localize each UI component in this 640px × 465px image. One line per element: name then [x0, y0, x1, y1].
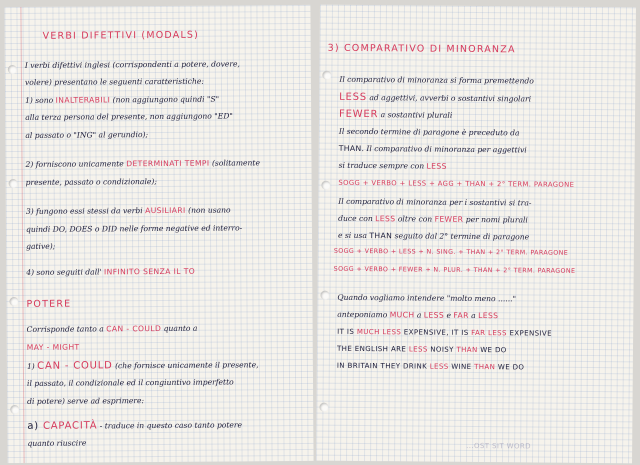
right-notebook-page — [316, 5, 636, 464]
highlight-term: LESS — [426, 161, 447, 171]
highlight-term: MAY - MIGHT — [26, 342, 80, 352]
text-line: Corrisponde tanto a CAN - COULD quanto a — [26, 323, 198, 334]
text-line: quanto riuscire — [27, 438, 87, 448]
text-line: 2) forniscono unicamente DETERMINATI TEMPI (solitamente — [25, 158, 260, 169]
highlight-term: FEWER — [434, 214, 464, 224]
text-line: Il comparativo di minoranza per i sostantivi si tra- — [338, 196, 532, 208]
highlight-term: FAR — [453, 310, 469, 320]
formula-line: SOGG + VERBO + FEWER + N. PLUR. + THAN + 2° TERM. PARAGONE — [333, 265, 576, 275]
punch-hole — [321, 181, 330, 190]
example-sentence: THE ENGLISH ARE LESS NOISY THAN WE DO — [336, 344, 507, 355]
punch-hole — [9, 297, 18, 306]
highlight-term: LESS — [339, 91, 368, 104]
highlight-term: CAN - COULD — [37, 360, 113, 372]
left-notebook-page — [4, 5, 313, 463]
text-line: presente, passato o condizionale); — [25, 177, 157, 187]
highlight-term: LESS — [478, 311, 499, 321]
text-line: 3) fungono essi stessi da verbi AUSILIARI (non usano — [25, 205, 231, 216]
text-line: FEWER a sostantivi plurali — [338, 108, 453, 121]
text-line: di potere) serve ad esprimere: — [27, 396, 145, 406]
text-line: al passato o "ING" al gerundio); — [25, 130, 149, 140]
highlight-term: MUCH — [389, 310, 415, 320]
text-line: e si usa THAN seguito dal 2° termine di paragone — [337, 230, 530, 242]
page-margin-line — [20, 7, 24, 463]
punch-hole — [319, 403, 328, 412]
text-line: si traduce sempre con LESS — [338, 160, 447, 171]
text-line: I verbi difettivi inglesi (corrispondenti a potere, dovere, — [24, 59, 240, 70]
highlight-term: CAN - COULD — [106, 323, 162, 334]
highlight-term: INFINITO SENZA IL TO — [103, 266, 196, 277]
text-line: 4) sono seguiti dall' INFINITO SENZA IL TO — [26, 266, 196, 277]
example-sentence: IN BRITAIN THEY DRINK LESS WINE THAN WE DO — [336, 361, 525, 372]
text-line: volere) presentano le seguenti caratteristiche: — [24, 76, 204, 87]
text-line: Il comparativo di minoranza si forma premettendo — [339, 74, 534, 86]
highlight-term: DETERMINATI TEMPI — [126, 158, 210, 169]
text-line: 1) sono INALTERABILI (non aggiungono quindi "S" — [25, 94, 220, 105]
highlight-term: LESS — [375, 214, 396, 224]
highlight-term: CAPACITÀ — [42, 420, 98, 432]
formula-line: SOGG + VERBO + LESS + AGG + THAN + 2° TERM. PARAGONE — [338, 178, 575, 189]
text-line: il passato, il condizionale ed il congiuntivo imperfetto — [27, 377, 234, 388]
text-line: THAN. Il comparativo di minoranza per aggettivi — [338, 143, 527, 155]
formula-line: SOGG + VERBO + LESS + N. SING. + THAN + 2° TERM. PARAGONE — [333, 247, 569, 257]
keyword: THAN — [338, 143, 362, 153]
text-line: 1) CAN - COULD (che fornisce unicamente il presente, — [26, 360, 259, 372]
punch-hole — [8, 65, 17, 74]
text-line: anteponiamo MUCH a LESS e FAR a LESS — [337, 309, 499, 321]
punch-hole — [322, 71, 331, 80]
highlight-term: LESS — [423, 310, 445, 320]
text-line: quindi DO, DOES o DID nelle forme negative ed interro- — [25, 223, 243, 234]
text-line: a) CAPACITÀ - traduce in questo caso tanto potere — [27, 420, 243, 432]
keyword: THAN — [369, 231, 393, 241]
text-line: gative); — [26, 241, 56, 251]
section-heading-potere: POTERE — [26, 298, 72, 310]
text-line: duce con LESS oltre con FEWER per nomi plurali — [338, 213, 528, 225]
highlight-term: INALTERABILI — [55, 95, 111, 105]
text-line: LESS ad aggettivi, avverbi o sostantivi singolari — [339, 91, 532, 104]
highlight-term: FEWER — [338, 108, 379, 121]
punch-hole — [320, 291, 329, 300]
text-line: Il secondo termine di paragone è preceduto da — [338, 126, 520, 138]
text-line: alla terza persona del presente, non aggiungono "ED" — [25, 111, 233, 122]
highlight-term: AUSILIARI — [145, 205, 186, 216]
text-line: Quando vogliamo intendere "molto meno ......" — [337, 292, 517, 304]
bleed-through-text: ...OST SIT WORD — [466, 441, 532, 451]
punch-hole — [10, 405, 19, 414]
page-title: VERBI DIFETTIVI (MODALS) — [42, 29, 200, 42]
section-heading-comparativo: 3) COMPARATIVO DI MINORANZA — [327, 42, 516, 56]
punch-hole — [9, 179, 18, 188]
example-sentence: IT IS MUCH LESS EXPENSIVE, IT IS FAR LESS EXPENSIVE — [337, 327, 552, 338]
